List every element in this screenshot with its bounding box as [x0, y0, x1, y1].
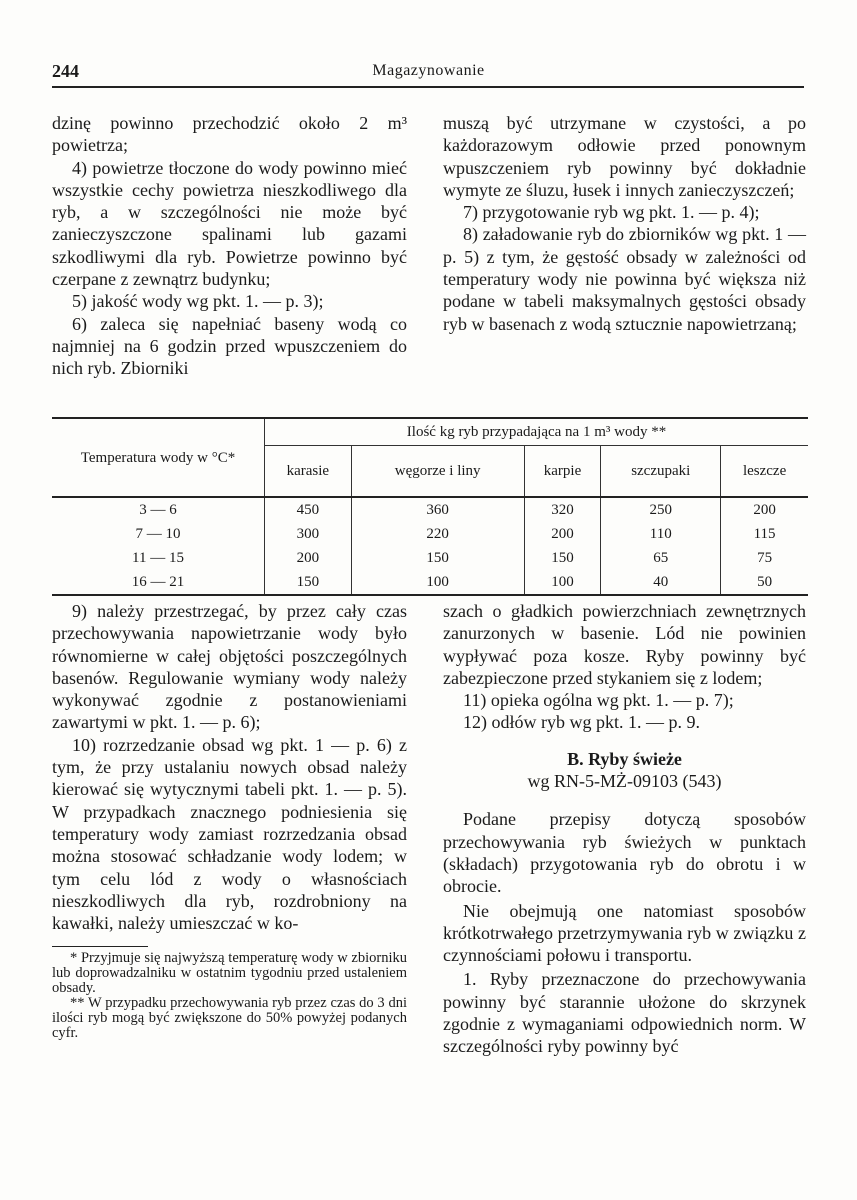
- table-cell: 360: [351, 497, 524, 522]
- table-cell: 75: [721, 546, 808, 570]
- table-cell: 150: [265, 570, 352, 595]
- table-cell: 150: [524, 546, 601, 570]
- table-cell: 250: [601, 497, 721, 522]
- paragraph: 5) jakość wody wg pkt. 1. — p. 3);: [72, 291, 324, 312]
- paragraph: 9) należy przestrzegać, by przez cały czas przechowywania napowietrzanie wody było równomierne w całej objętości poszczególnych basenów. Regulowanie wymiany wody należy wykonywać zgodnie z postanowieniami zawartymi w pkt. 1. — p. 6);: [52, 601, 407, 733]
- stocking-density-table: [52, 417, 808, 596]
- table-cell: 100: [524, 570, 601, 595]
- footnote-rule: [52, 946, 148, 947]
- table-cell: 200: [265, 546, 352, 570]
- running-title: Magazynowanie: [372, 62, 485, 79]
- table-cell: 150: [351, 546, 524, 570]
- column-header: węgorze i liny: [351, 446, 524, 498]
- table-cell: 300: [265, 522, 352, 546]
- paragraph: szach o gładkich powierzchniach zewnętrznych zanurzonych w basenie. Lód nie powinien wypływać poza kosze. Ryby powinny być zabezpieczone przed stykaniem się z lodem;: [443, 601, 806, 688]
- page-number: 244: [52, 61, 79, 81]
- temperature-cell: 16 — 21: [131, 573, 185, 590]
- temperature-cell: 11 — 15: [132, 549, 184, 566]
- footnote: ** W przypadku przechowywania ryb przez czas do 3 dni ilości ryb mogą być zwiększone do 50% powyżej podanych cyfr.: [52, 995, 407, 1042]
- column-header: karpie: [524, 446, 601, 498]
- paragraph: 10) rozrzedzanie obsad wg pkt. 1 — p. 6) z tym, że przy ustalaniu nowych obsad należy kierować się wytycznymi tabeli pkt. 1. — p. 5). W przypadkach znacznego podniesienia się temperatury wody zamiast rozrzedzania obsad można stosować schładzanie wody lodem; w tym celu lód z wody o własnościach nieszkodliwych dla ryb, rozdrobniony na kawałki, należy umieszczać w ko-: [52, 734, 407, 934]
- paragraph: 1. Ryby przeznaczone do przechowywania powinny być starannie ułożone do skrzynek zgodnie z wymaganiami odpowiednich norm. W szczególności ryby powinny być: [443, 969, 806, 1057]
- table-row: [52, 546, 808, 570]
- header-rule: [52, 86, 804, 88]
- table-cell: 320: [524, 497, 601, 522]
- temperature-cell: 7 — 10: [135, 525, 181, 542]
- table-cell: 115: [721, 522, 808, 546]
- paragraph: 6) zaleca się napełniać baseny wodą co najmniej na 6 godzin przed wpuszczeniem do nich ryb. Zbiorniki: [52, 313, 407, 379]
- table-cell: 450: [265, 497, 352, 522]
- section-title: B. Ryby świeże: [567, 748, 682, 769]
- table-cell: 50: [721, 570, 808, 595]
- table-cell: 200: [721, 497, 808, 522]
- paragraph: 12) odłów ryb wg pkt. 1. — p. 9.: [463, 712, 700, 733]
- temperature-header: Temperatura wody w °C*: [52, 418, 265, 497]
- paragraph: Nie obejmują one natomiast sposobów krótkotrwałego przetrzymywania ryb w związku z czynnościami połowu i transportu.: [443, 900, 806, 966]
- quantity-header: Ilość kg ryb przypadająca na 1 m³ wody **: [265, 418, 809, 446]
- paragraph: 4) powietrze tłoczone do wody powinno mieć wszystkie cechy powietrza nieszkodliwego dla ryb, a w szczególności nie może być zanieczyszczone spalinami lub gazami szkodliwymi dla ryb. Powietrze powinno być czerpane z zewnątrz budynku;: [52, 157, 407, 290]
- column-header: leszcze: [721, 446, 808, 498]
- table-row: [52, 497, 808, 522]
- footnotes: [52, 951, 407, 1041]
- bottom-right-column: [443, 600, 806, 1058]
- table-cell: 220: [351, 522, 524, 546]
- paragraph: 11) opieka ogólna wg pkt. 1. — p. 7);: [463, 690, 734, 711]
- table-row: [52, 570, 808, 595]
- paragraph: 7) przygotowanie ryb wg pkt. 1. — p. 4);: [463, 202, 760, 223]
- bottom-left-column: [52, 600, 407, 1041]
- paragraph: dzinę powinno przechodzić około 2 m³ powietrza;: [52, 113, 407, 156]
- table-row: [52, 522, 808, 546]
- top-right-column: [443, 112, 806, 335]
- table-cell: 40: [601, 570, 721, 595]
- column-header: szczupaki: [601, 446, 721, 498]
- paragraph: Podane przepisy dotyczą sposobów przechowywania ryb świeżych w punktach (składach) przygotowania ryb do obrotu i w obrocie.: [443, 809, 806, 897]
- table-cell: 200: [524, 522, 601, 546]
- column-header: karasie: [265, 446, 352, 498]
- table-cell: 100: [351, 570, 524, 595]
- section-subtitle: wg RN-5-MŻ-09103 (543): [527, 771, 722, 792]
- table-cell: 65: [601, 546, 721, 570]
- top-left-column: [52, 112, 407, 380]
- temperature-cell: 3 — 6: [139, 501, 177, 518]
- paragraph: muszą być utrzymane w czystości, a po każdorazowym odłowie przed ponownym wpuszczeniem ryb powinny być dokładnie wymyte ze śluzu, łusek i innych zanieczyszczeń;: [443, 113, 806, 200]
- table-cell: 110: [601, 522, 721, 546]
- footnote: * Przyjmuje się najwyższą temperaturę wody w zbiorniku lub doprowadzalniku w ostatnim tygodniu przed ustaleniem obsady.: [52, 950, 407, 997]
- paragraph: 8) załadowanie ryb do zbiorników wg pkt. 1 — p. 5) z tym, że gęstość obsady w zależności od temperatury wody nie powinna być większa niż podane w tabeli maksymalnych gęstości obsady ryb w basenach z wodą sztucznie napowietrzaną;: [443, 224, 806, 334]
